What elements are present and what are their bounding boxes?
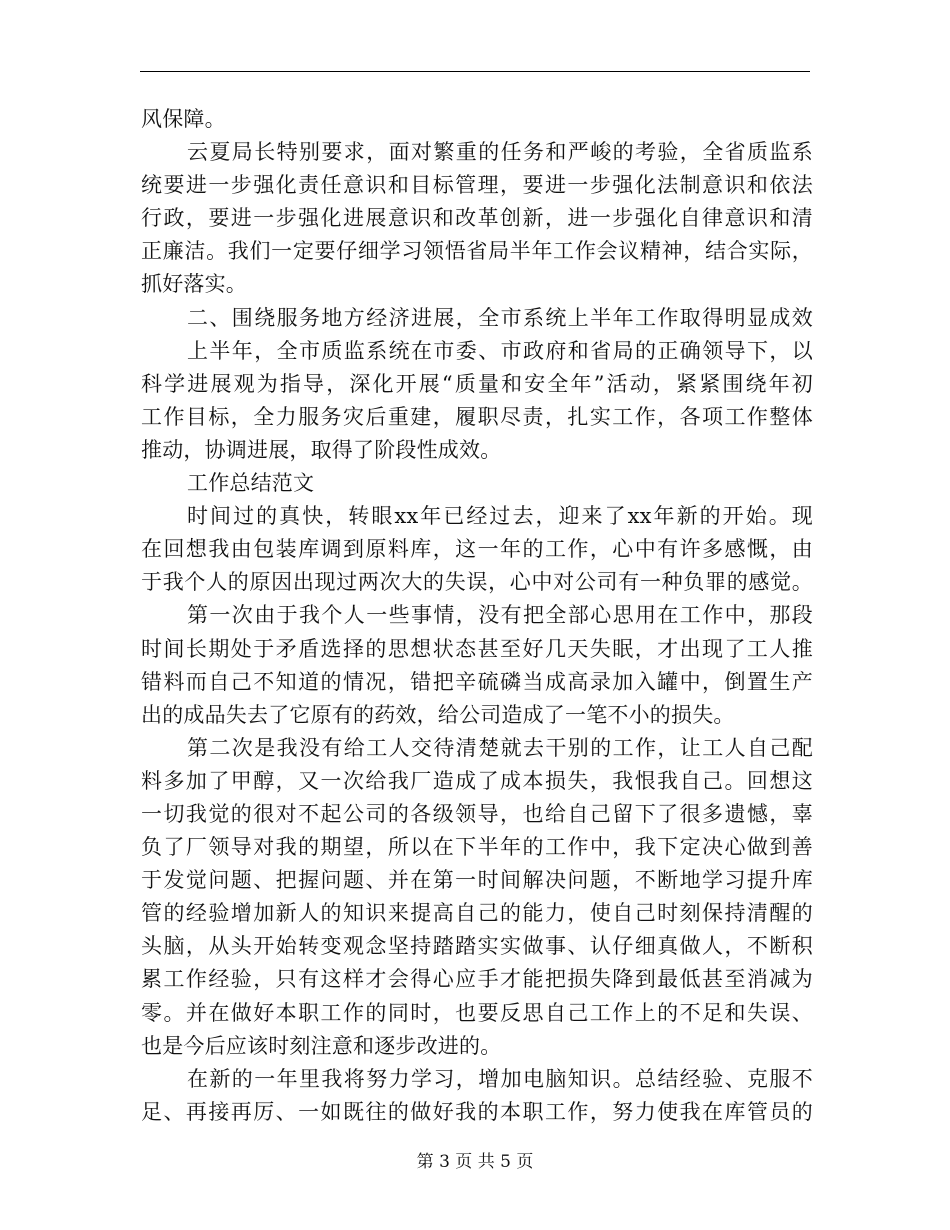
text-line: 二、围绕服务地方经济进展，全市系统上半年工作取得明显成效 (187, 305, 813, 330)
text-line: 推动，协调进展，取得了阶段性成效。 (141, 437, 502, 462)
text-line: 于我个人的原因出现过两次大的失误，心中对公司有一种负罪的感觉。 (141, 570, 813, 595)
text-line: 料多加了甲醇，又一次给我厂造成了成本损失，我恨我自己。回想这 (141, 768, 813, 793)
text-line: 也是今后应该时刻注意和逐步改进的。 (141, 1033, 502, 1058)
text-line: 时间过的真快，转眼xx年已经过去，迎来了xx年新的开始。现 (187, 504, 813, 529)
text-line: 零。并在做好本职工作的同时，也要反思自己工作上的不足和失误、 (141, 1000, 813, 1025)
text-line: 于发觉问题、把握问题、并在第一时间解决问题，不断地学习提升库 (141, 868, 813, 893)
text-line: 头脑，从头开始转变观念坚持踏踏实实做事、认仔细真做人，不断积 (141, 934, 813, 959)
text-line: 上半年，全市质监系统在市委、市政府和省局的正确领导下，以 (187, 338, 813, 363)
text-line: 风保障。 (141, 107, 226, 131)
text-line: 科学进展观为指导，深化开展“质量和安全年”活动，紧紧围绕年初 (141, 371, 813, 396)
text-line: 正廉洁。我们一定要仔细学习领悟省局半年工作会议精神，结合实际， (141, 239, 813, 264)
text-line: 在回想我由包装库调到原料库，这一年的工作，心中有许多感慨，由 (141, 537, 813, 562)
text-line: 行政，要进一步强化进展意识和改革创新，进一步强化自律意识和清 (141, 206, 813, 231)
text-line: 第二次是我没有给工人交待清楚就去干别的工作，让工人自己配 (187, 735, 813, 760)
document-body (141, 103, 813, 1129)
text-line: 抓好落实。 (141, 272, 247, 297)
text-line: 在新的一年里我将努力学习，增加电脑知识。总结经验、克服不 (187, 1066, 813, 1091)
text-line: 错料而自己不知道的情况，错把辛硫磷当成高录加入罐中，倒置生产 (141, 669, 813, 694)
header-rule (140, 71, 810, 72)
page-number: 第 3 页 共 5 页 (416, 1152, 534, 1172)
text-line: 负了厂领导对我的期望，所以在下半年的工作中，我下定决心做到善 (141, 835, 813, 860)
text-line: 足、再接再厉、一如既往的做好我的本职工作，努力使我在库管员的 (141, 1099, 813, 1124)
text-line: 出的成品失去了它原有的药效，给公司造成了一笔不小的损失。 (141, 702, 735, 727)
text-line: 时间长期处于矛盾选择的思想状态甚至好几天失眠，才出现了工人推 (141, 636, 813, 661)
text-line: 累工作经验，只有这样才会得心应手才能把损失降到最低甚至消减为 (141, 967, 813, 992)
text-line: 统要进一步强化责任意识和目标管理，要进一步强化法制意识和依法 (141, 173, 813, 198)
text-line: 工作目标，全力服务灾后重建，履职尽责，扎实工作，各项工作整体 (141, 404, 813, 429)
text-line: 第一次由于我个人一些事情，没有把全部心思用在工作中，那段 (187, 603, 813, 628)
text-line: 一切我觉的很对不起公司的各级领导，也给自己留下了很多遗憾，辜 (141, 801, 813, 826)
text-line: 云夏局长特别要求，面对繁重的任务和严峻的考验，全省质监系 (187, 140, 813, 165)
text-line: 工作总结范文 (187, 471, 315, 496)
text-line: 管的经验增加新人的知识来提高自己的能力，使自己时刻保持清醒的 (141, 901, 813, 926)
